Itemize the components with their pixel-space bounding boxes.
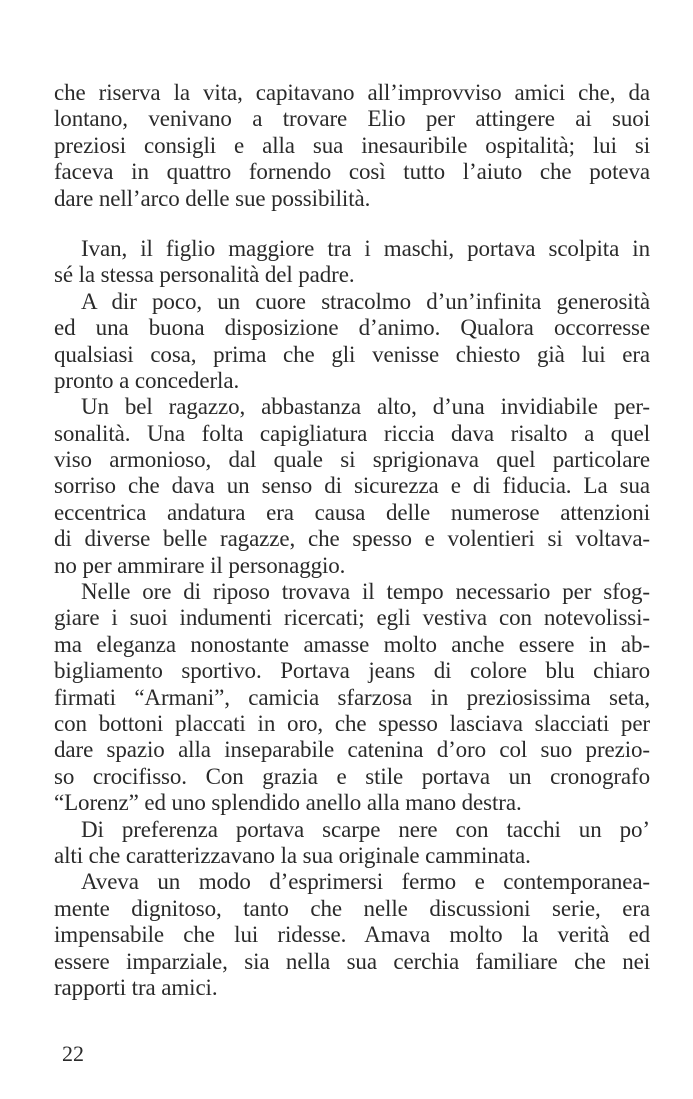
- text-line: pronto a concederla.: [54, 367, 240, 393]
- text-line: firmati “Armani”, camicia sfarzosa in preziosissima seta,: [54, 684, 650, 710]
- text-line: faceva in quattro fornendo così tutto l’aiuto che poteva: [54, 159, 650, 185]
- text-line: dare nell’arco delle sue possibilità.: [54, 185, 371, 211]
- text-line: rapporti tra amici.: [54, 974, 218, 1000]
- text-line: ma eleganza nonostante amasse molto anche essere in ab-: [54, 631, 650, 657]
- text-line: ed una buona disposizione d’animo. Qualora occorresse: [54, 315, 650, 341]
- paragraph-gap: [54, 212, 650, 236]
- text-line: Aveva un modo d’esprimersi fermo e contemporanea-: [81, 869, 650, 895]
- text-line: mente dignitoso, tanto che nelle discussioni serie, era: [54, 895, 650, 921]
- text-line: A dir poco, un cuore stracolmo d’un’infinita generosità: [81, 288, 650, 314]
- paragraph-6: [54, 817, 650, 870]
- text-line: impensabile che lui ridesse. Amava molto la verità ed: [54, 922, 650, 948]
- paragraph-1: [54, 80, 650, 212]
- text-line: so crocifisso. Con grazia e stile portava un cronografo: [54, 763, 650, 789]
- text-line: alti che caratterizzavano la sua originale camminata.: [54, 842, 531, 868]
- text-line: giare i suoi indumenti ricercati; egli vestiva con notevolissi-: [54, 605, 650, 631]
- page-number: 22: [62, 1041, 84, 1066]
- text-line: Ivan, il figlio maggiore tra i maschi, portava scolpita in: [81, 235, 650, 261]
- paragraph-3: [54, 289, 650, 395]
- paragraph-5: [54, 579, 650, 817]
- text-line: sonalità. Una folta capigliatura riccia dava risalto a quel: [54, 420, 650, 446]
- text-line: qualsiasi cosa, prima che gli venisse chiesto già lui era: [54, 341, 650, 367]
- paragraph-4: [54, 394, 650, 579]
- text-line: Un bel ragazzo, abbastanza alto, d’una invidiabile per-: [81, 394, 650, 420]
- text-line: che riserva la vita, capitavano all’improvviso amici che, da: [54, 80, 650, 105]
- text-line: sorriso che dava un senso di sicurezza e di fiducia. La sua: [54, 473, 650, 499]
- text-line: “Lorenz” ed uno splendido anello alla mano destra.: [54, 790, 522, 816]
- text-line: preziosi consigli e alla sua inesauribile ospitalità; lui si: [54, 132, 650, 158]
- page-body: [54, 80, 650, 1001]
- paragraph-7: [54, 869, 650, 1001]
- text-line: bigliamento sportivo. Portava jeans di colore blu chiaro: [54, 658, 650, 684]
- text-line: dare spazio alla inseparabile catenina d’oro col suo prezio-: [54, 737, 650, 763]
- text-line: lontano, venivano a trovare Elio per attingere ai suoi: [54, 106, 650, 132]
- text-line: sé la stessa personalità del padre.: [54, 262, 355, 288]
- paragraph-2: [54, 236, 650, 289]
- text-line: di diverse belle ragazze, che spesso e volentieri si voltava-: [54, 526, 650, 552]
- text-line: eccentrica andatura era causa delle numerose attenzioni: [54, 499, 650, 525]
- text-line: no per ammirare il personaggio.: [54, 552, 346, 578]
- text-line: viso armonioso, dal quale si sprigionava quel particolare: [54, 447, 650, 473]
- text-line: essere imparziale, sia nella sua cerchia familiare che nei: [54, 948, 650, 974]
- text-line: Di preferenza portava scarpe nere con tacchi un po’: [81, 816, 650, 842]
- text-line: con bottoni placcati in oro, che spesso lasciava slacciati per: [54, 710, 650, 736]
- text-line: Nelle ore di riposo trovava il tempo necessario per sfog-: [81, 579, 650, 605]
